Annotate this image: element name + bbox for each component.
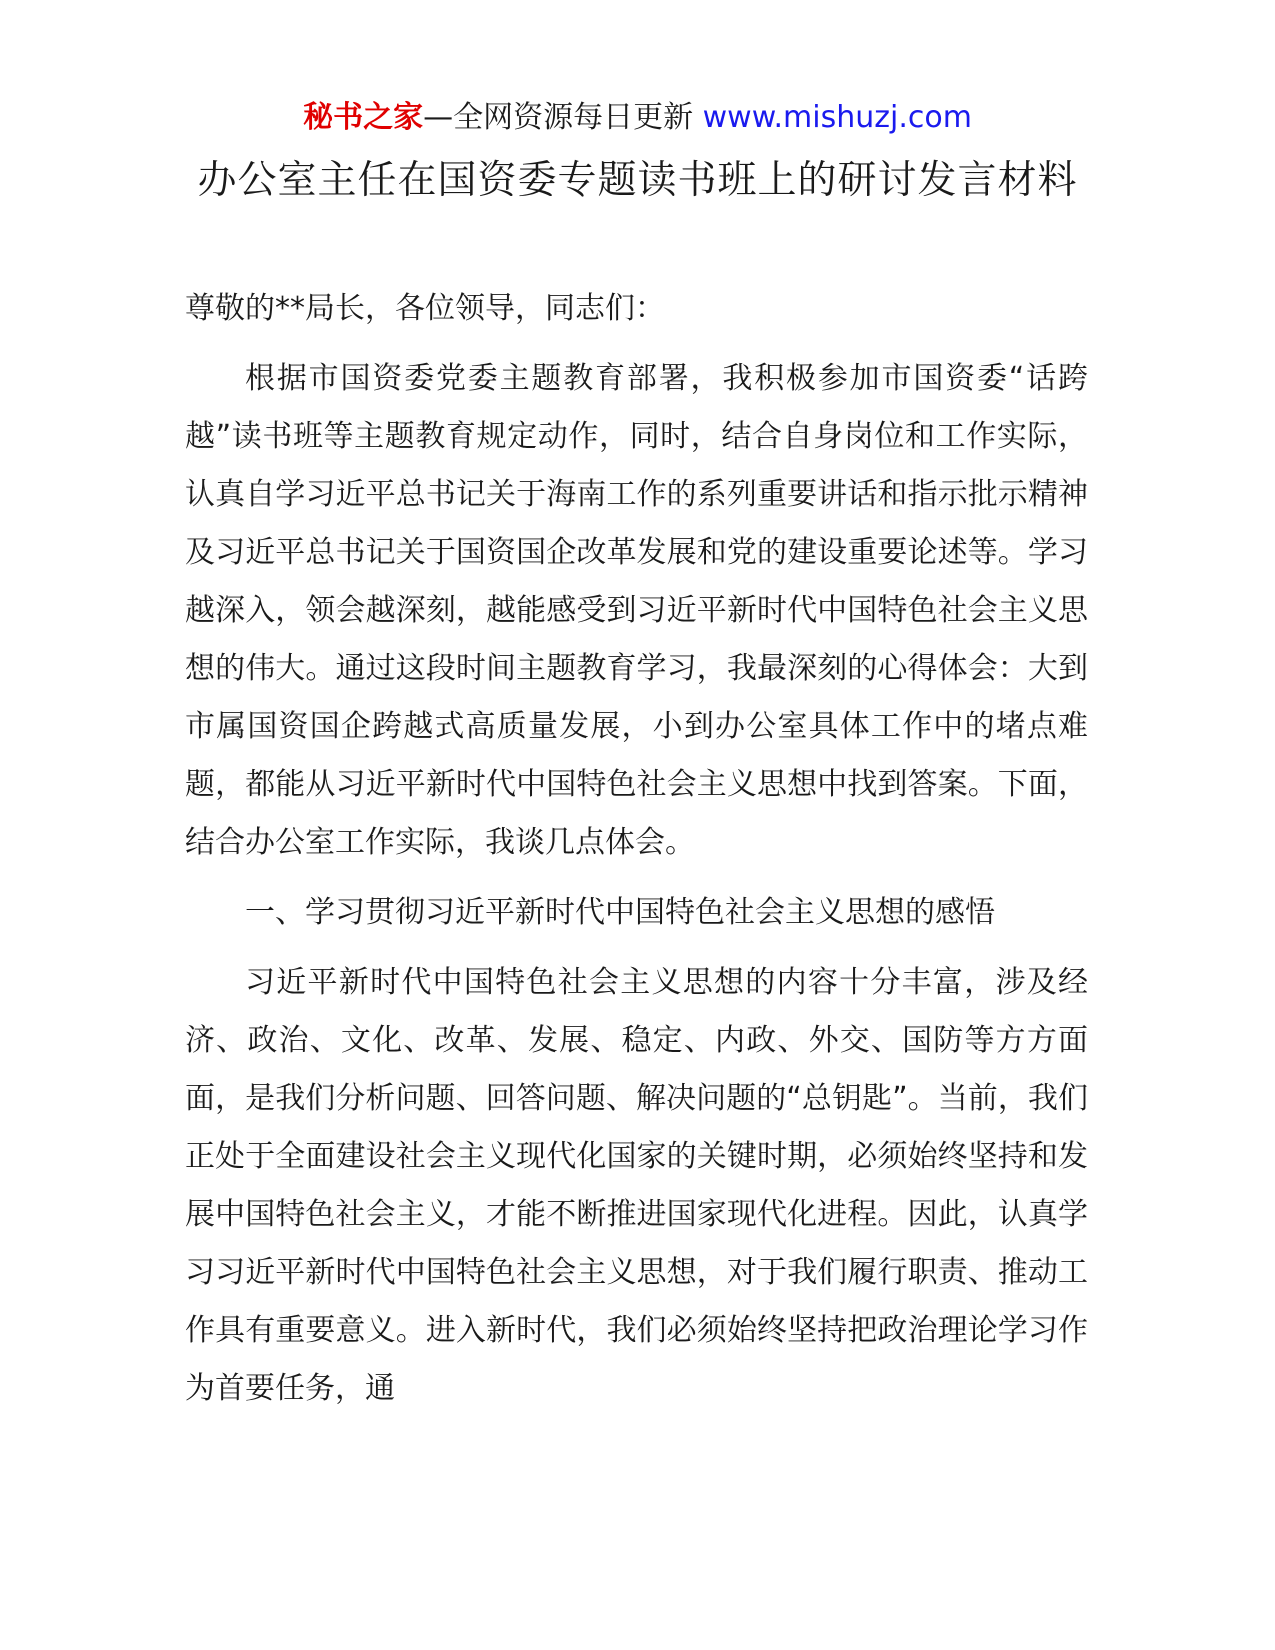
document-body xyxy=(185,280,1088,1430)
paragraph: 习近平新时代中国特色社会主义思想的内容十分丰富，涉及经济、政治、文化、改革、发展、稳定、内政、外交、国防等方方面面，是我们分析问题、回答问题、解决问题的“总钥匙”。当前，我们正处于全面建设社会主义现代化国家的关键时期，必须始终坚持和发展中国特色社会主义，才能不断推进国家现代化进程。因此，认真学习习近平新时代中国特色社会主义思想，对于我们履行职责、推动工作具有重要意义。进入新时代，我们必须始终坚持把政治理论学习作为首要任务，通 xyxy=(185,965,1088,1406)
site-brand: 秘书之家 xyxy=(303,100,424,135)
salutation: 尊敬的**局长，各位领导，同志们： xyxy=(185,291,665,326)
site-header xyxy=(0,96,1275,140)
site-tagline: —全网资源每日更新 xyxy=(423,100,703,135)
section-heading: 一、学习贯彻习近平新时代中国特色社会主义思想的感悟 xyxy=(245,895,995,930)
site-url-link[interactable]: www.mishuzj.com xyxy=(702,100,972,135)
paragraph: 根据市国资委党委主题教育部署，我积极参加市国资委“话跨越”读书班等主题教育规定动作，同时，结合自身岗位和工作实际，认真自学习近平总书记关于海南工作的系列重要讲话和指示批示精神及习近平总书记关于国资国企改革发展和党的建设重要论述等。学习越深入，领会越深刻，越能感受到习近平新时代中国特色社会主义思想的伟大。通过这段时间主题教育学习，我最深刻的心得体会：大到市属国资国企跨越式高质量发展，小到办公室具体工作中的堵点难题，都能从习近平新时代中国特色社会主义思想中找到答案。下面，结合办公室工作实际，我谈几点体会。 xyxy=(185,361,1088,860)
document-title: 办公室主任在国资委专题读书班上的研讨发言材料 xyxy=(197,158,1078,203)
